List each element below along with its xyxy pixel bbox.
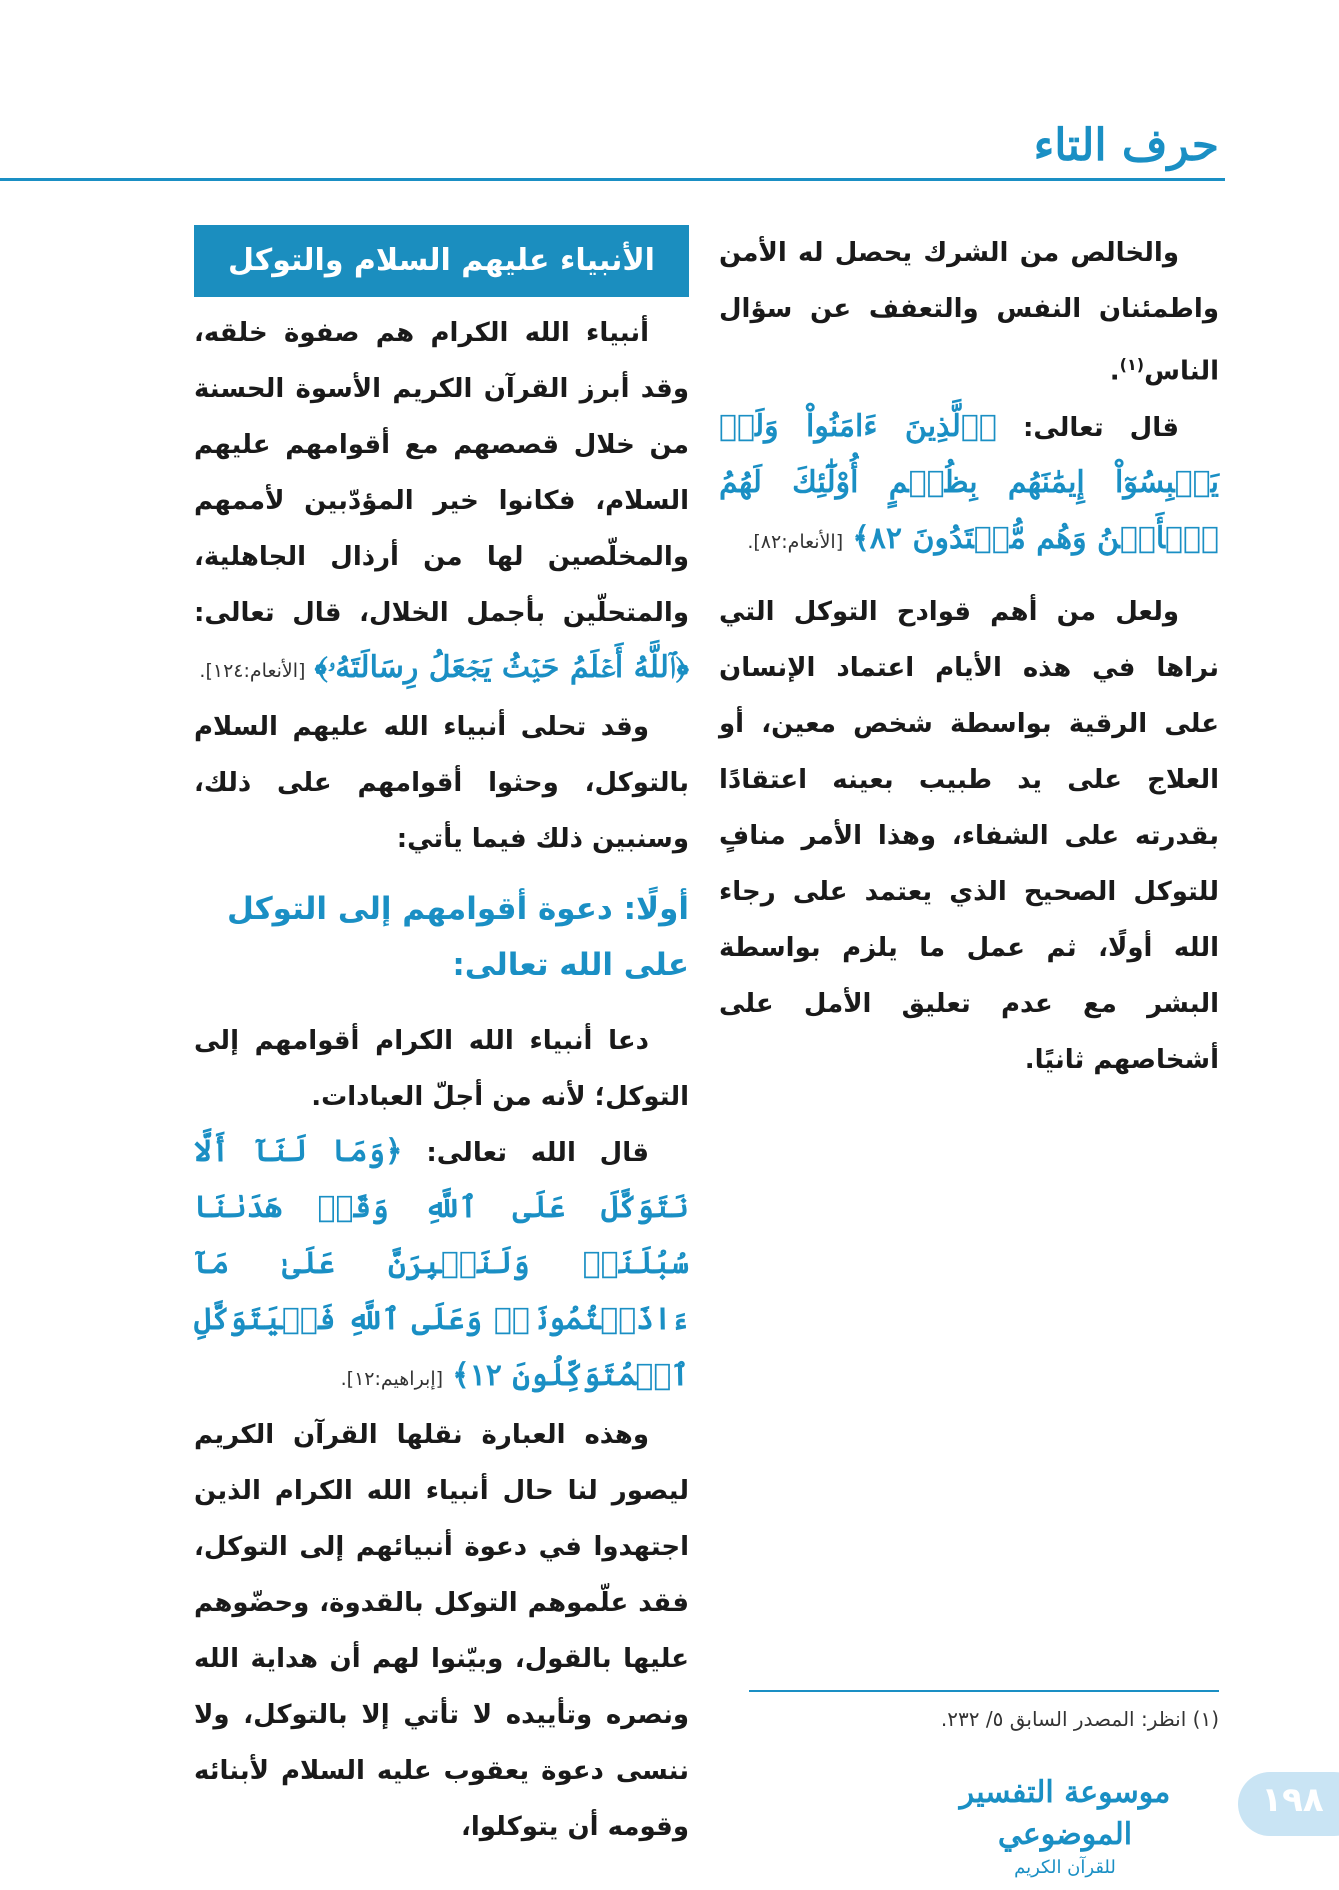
header-divider xyxy=(0,178,1225,181)
paragraph: وهذه العبارة نقلها القرآن الكريم ليصور لنا حال أنبياء الله الكرام الذين اجتهدوا في دعوة أنبيائهم إلى التوكل، فقد علّموهم التوكل بالقدوة، وحضّوهم عليها بالقول، وبيّنوا لهم أن هداية الله ونصره وتأييده لا تأتي إلا بالتوكل، ولا ننسى دعوة يعقوب عليه السلام لأبنائه وقومه أن يتوكلوا، xyxy=(194,1420,689,1842)
verse-reference: [إبراهيم:١٢]. xyxy=(340,1368,444,1390)
footnote-divider xyxy=(749,1690,1219,1692)
verse-reference: [الأنعام:١٢٤]. xyxy=(199,660,306,682)
verse-paragraph: قال تعالى: ﴿ٱلَّذِينَ ءَامَنُواْ وَلَمۡ يَلۡبِسُوٓاْ إِيمَٰنَهُم بِظُلۡمٍ أُوْلَٰٓئِكَ لَهُمُ ٱلۡأَمۡنُ وَهُم مُّهۡتَدُونَ ٨٢﴾ [الأنعام:٨٢]. xyxy=(719,408,1219,556)
quran-verse: ﴿ٱلَّذِينَ ءَامَنُواْ وَلَمۡ يَلۡبِسُوٓاْ إِيمَٰنَهُم بِظُلۡمٍ أُوْلَٰٓئِكَ لَهُمُ ٱلۡأَمۡنُ وَهُم مُّهۡتَدُونَ ٨٢﴾ xyxy=(719,408,1219,556)
verse-paragraph: قال الله تعالى: ﴿وَمَا لَنَآ أَلَّا نَتَوَكَّلَ عَلَى ٱللَّهِ وَقَدۡ هَدَىٰنَا سُبُلَنَاۚ وَلَنَصۡبِرَنَّ عَلَىٰ مَآ ءَاذَيۡتُمُونَاۚ وَعَلَى ٱللَّهِ فَلۡيَتَوَكَّلِ ٱلۡمُتَوَكِّلُونَ ١٢﴾ [إبراهيم:١٢]. xyxy=(194,1134,689,1393)
page-header-title: حرف التاء xyxy=(1033,120,1219,171)
paragraph: وقد تحلى أنبياء الله عليهم السلام بالتوكل، وحثوا أقوامهم على ذلك، وسنبين ذلك فيما يأتي: xyxy=(194,712,689,854)
footnote: (١) انظر: المصدر السابق ٥/ ٢٣٢. xyxy=(940,1707,1219,1731)
page-number: ١٩٨ xyxy=(1261,1780,1324,1820)
paragraph: أنبياء الله الكرام هم صفوة خلقه، وقد أبرز القرآن الكريم الأسوة الحسنة من خلال قصصهم مع أقوامهم عليهم السلام، فكانوا خير المؤدّبين لأممهم والمخلّصين لها من أرذال الجاهلية، والمتحلّين بأجمل الخلال، قال تعالى: ﴿ٱللَّهُ أَعۡلَمُ حَيۡثُ يَجۡعَلُ رِسَالَتَهُۥ﴾ [الأنعام:١٢٤]. xyxy=(194,318,689,685)
paragraph: دعا أنبياء الله الكرام أقوامهم إلى التوكل؛ لأنه من أجلّ العبادات. xyxy=(194,1026,689,1112)
paragraph: والخالص من الشرك يحصل له الأمن واطمئنان النفس والتعفف عن سؤال الناس$^{(١)}$. xyxy=(719,238,1219,387)
left-column xyxy=(194,225,689,1855)
section-title: الأنبياء عليهم السلام والتوكل xyxy=(194,225,689,297)
right-column xyxy=(719,225,1219,1088)
quran-verse: ﴿ٱللَّهُ أَعۡلَمُ حَيۡثُ يَجۡعَلُ رِسَالَتَهُۥ﴾ xyxy=(314,650,689,685)
footnote-marker[interactable]: (١) xyxy=(1119,355,1145,374)
paragraph: ولعل من أهم قوادح التوكل التي نراها في هذه الأيام اعتماد الإنسان على الرقية بواسطة شخص معين، أو العلاج على يد طبيب بعينه اعتقادًا بقدرته على الشفاء، وهذا الأمر منافٍ للتوكل الصحيح الذي يعتمد على رجاء الله أولًا، ثم عمل ما يلزم بواسطة البشر مع عدم تعليق الأمل على أشخاصهم ثانيًا. xyxy=(719,596,1219,1075)
verse-reference: [الأنعام:٨٢]. xyxy=(747,530,844,553)
encyclopedia-logo: موسوعة التفسير الموضوعي للقرآن الكريم xyxy=(959,1775,1171,1878)
subheading: أولًا: دعوة أقوامهم إلى التوكل على الله تعالى: xyxy=(226,891,689,983)
quran-verse: ﴿وَمَا لَنَآ أَلَّا نَتَوَكَّلَ عَلَى ٱللَّهِ وَقَدۡ هَدَىٰنَا سُبُلَنَاۚ وَلَنَصۡبِرَنَّ عَلَىٰ مَآ ءَاذَيۡتُمُونَاۚ وَعَلَى ٱللَّهِ فَلۡيَتَوَكَّلِ ٱلۡمُتَوَكِّلُونَ ١٢﴾ xyxy=(194,1134,689,1393)
